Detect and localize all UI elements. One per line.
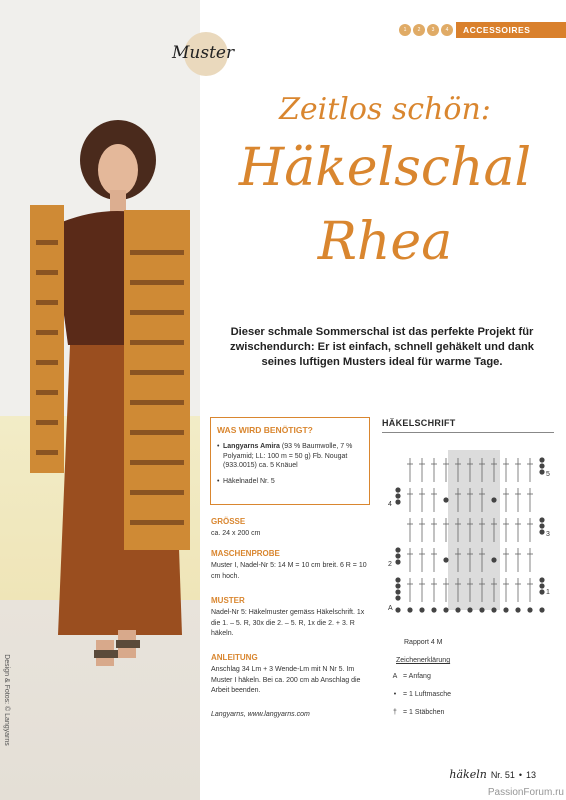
start-symbol: A: [392, 673, 398, 680]
chain-mark: [539, 469, 544, 474]
chain-mark: [395, 553, 400, 558]
chain-mark: [539, 523, 544, 528]
title-line-3: Rhea: [317, 212, 453, 272]
chain-mark: [527, 607, 532, 612]
model-photo: [0, 0, 200, 800]
legend-label: = Anfang: [403, 673, 431, 680]
chain-mark: [539, 463, 544, 468]
issue-number: Nr. 51: [490, 770, 515, 780]
chain-mark: [491, 497, 496, 502]
chain-mark: [539, 607, 544, 612]
muster-logo: [164, 32, 238, 76]
logo-text: Muster: [172, 43, 235, 63]
chain-mark: [491, 607, 496, 612]
chain-mark: [395, 589, 400, 594]
chain-mark: [395, 487, 400, 492]
level-dot: 1: [399, 24, 411, 36]
materials-item-text: Häkelnadel Nr. 5: [223, 477, 275, 485]
chain-mark: [395, 493, 400, 498]
difficulty-dots: [399, 24, 453, 36]
row-label-3: 3: [546, 531, 550, 538]
legend-row: [390, 691, 451, 698]
section-instructions: [211, 653, 371, 697]
repeat-label: Rapport 4 M: [404, 639, 443, 646]
chain-mark: [491, 557, 496, 562]
materials-item: • Häkelnadel Nr. 5: [217, 477, 275, 485]
model-photo-illustration: [0, 0, 200, 800]
chain-mark: [443, 607, 448, 612]
chain-mark: [395, 607, 400, 612]
chart-title: HÄKELSCHRIFT: [382, 418, 456, 428]
chain-mark: [395, 583, 400, 588]
materials-title: WAS WIRD BENÖTIGT?: [217, 425, 313, 435]
chain-mark: [539, 577, 544, 582]
chain-mark: [539, 457, 544, 462]
chain-mark: [395, 499, 400, 504]
row-label-5: 5: [546, 471, 550, 478]
materials-item-text: (93 % Baumwolle, 7 % Polyamid; LL: 100 m = 50 g) Fb. Nougat (933.0015) ca. 5 Knäuel: [223, 443, 353, 469]
section-text: Anschlag 34 Lm + 3 Wende-Lm mit N Nr 5. Im Muster I häkeln. Bei ca. 200 cm ab Anschlag die Arbeit beenden.: [211, 666, 361, 694]
row-label-4: 4: [388, 501, 392, 508]
stitch-symbol: †: [393, 709, 397, 716]
section-badge: ACCESSOIRES: [456, 22, 566, 38]
legend-label: = 1 Stäbchen: [403, 709, 445, 716]
magazine-brand: häkeln: [449, 768, 487, 781]
chain-mark: [539, 583, 544, 588]
row-label-1: 1: [546, 589, 550, 596]
legend-title: Zeichenerklärung: [396, 657, 451, 664]
lead-paragraph: Dieser schmale Sommerschal ist das perfekte Projekt für zwischendurch: Er ist einfach, schnell gehäkelt und dank seines luftigen Musters ideal für warme Tage.: [230, 326, 534, 368]
chain-mark: [503, 607, 508, 612]
section-heading: MUSTER: [211, 596, 245, 605]
title-line-2: Häkelschal: [238, 138, 532, 198]
chain-mark: [515, 607, 520, 612]
section-heading: ANLEITUNG: [211, 653, 258, 662]
chart-divider: [382, 432, 554, 433]
section-text: ca. 24 x 200 cm: [211, 530, 261, 537]
title-line-1: Zeitlos schön:: [279, 92, 491, 127]
chain-mark: [395, 559, 400, 564]
section-text: Muster I, Nadel-Nr 5: 14 M = 10 cm breit. 6 R = 10 cm hoch.: [211, 562, 367, 580]
legend-row: [390, 673, 431, 680]
photo-credit: Design & Fotos: © Langyarns: [3, 654, 10, 746]
chain-mark: [455, 607, 460, 612]
watermark: PassionForum.ru: [487, 787, 564, 798]
legend-row: [390, 709, 444, 716]
chain-mark: [395, 577, 400, 582]
page-footer: häkeln Nr. 51 • 13: [449, 768, 536, 781]
page-number: 13: [525, 770, 536, 780]
chain-mark: [467, 607, 472, 612]
row-label-2: 2: [388, 561, 392, 568]
row-label-a: A: [388, 605, 393, 612]
chain-mark: [443, 557, 448, 562]
chain-mark: [479, 607, 484, 612]
chain-mark: [539, 517, 544, 522]
section-pattern: [211, 596, 371, 640]
chain-mark: [419, 607, 424, 612]
section-gauge: [211, 549, 371, 582]
crochet-chart: [380, 440, 560, 646]
section-heading: GRÖSSE: [211, 517, 246, 526]
level-dot: 3: [427, 24, 439, 36]
chain-mark: [407, 607, 412, 612]
source-credit: Langyarns, www.langyarns.com: [211, 711, 310, 718]
level-dot: 4: [441, 24, 453, 36]
chain-mark: [395, 547, 400, 552]
chain-symbol: •: [393, 691, 397, 698]
chain-mark: [539, 589, 544, 594]
section-heading: MASCHENPROBE: [211, 549, 280, 558]
legend-label: = 1 Luftmasche: [403, 691, 452, 698]
chain-mark: [539, 529, 544, 534]
section-text: Nadel-Nr 5: Häkelmuster gemäss Häkelschrift. 1x die 1. – 5. R, 30x die 2. – 5. R, 1x die 2. + 3. R häkeln.: [211, 609, 365, 637]
materials-item-bold: Langyarns Amira: [223, 443, 280, 450]
chain-mark: [431, 607, 436, 612]
chain-mark: [395, 595, 400, 600]
level-dot: 2: [413, 24, 425, 36]
materials-item: • Langyarns Amira (93 % Baumwolle, 7 % Polyamid; LL: 100 m = 50 g) Fb. Nougat (933.0015) ca. 5 Knäuel: [217, 443, 353, 469]
chain-mark: [443, 497, 448, 502]
materials-box: [210, 417, 370, 505]
repeat-area: [448, 450, 500, 610]
section-size: [211, 517, 371, 540]
